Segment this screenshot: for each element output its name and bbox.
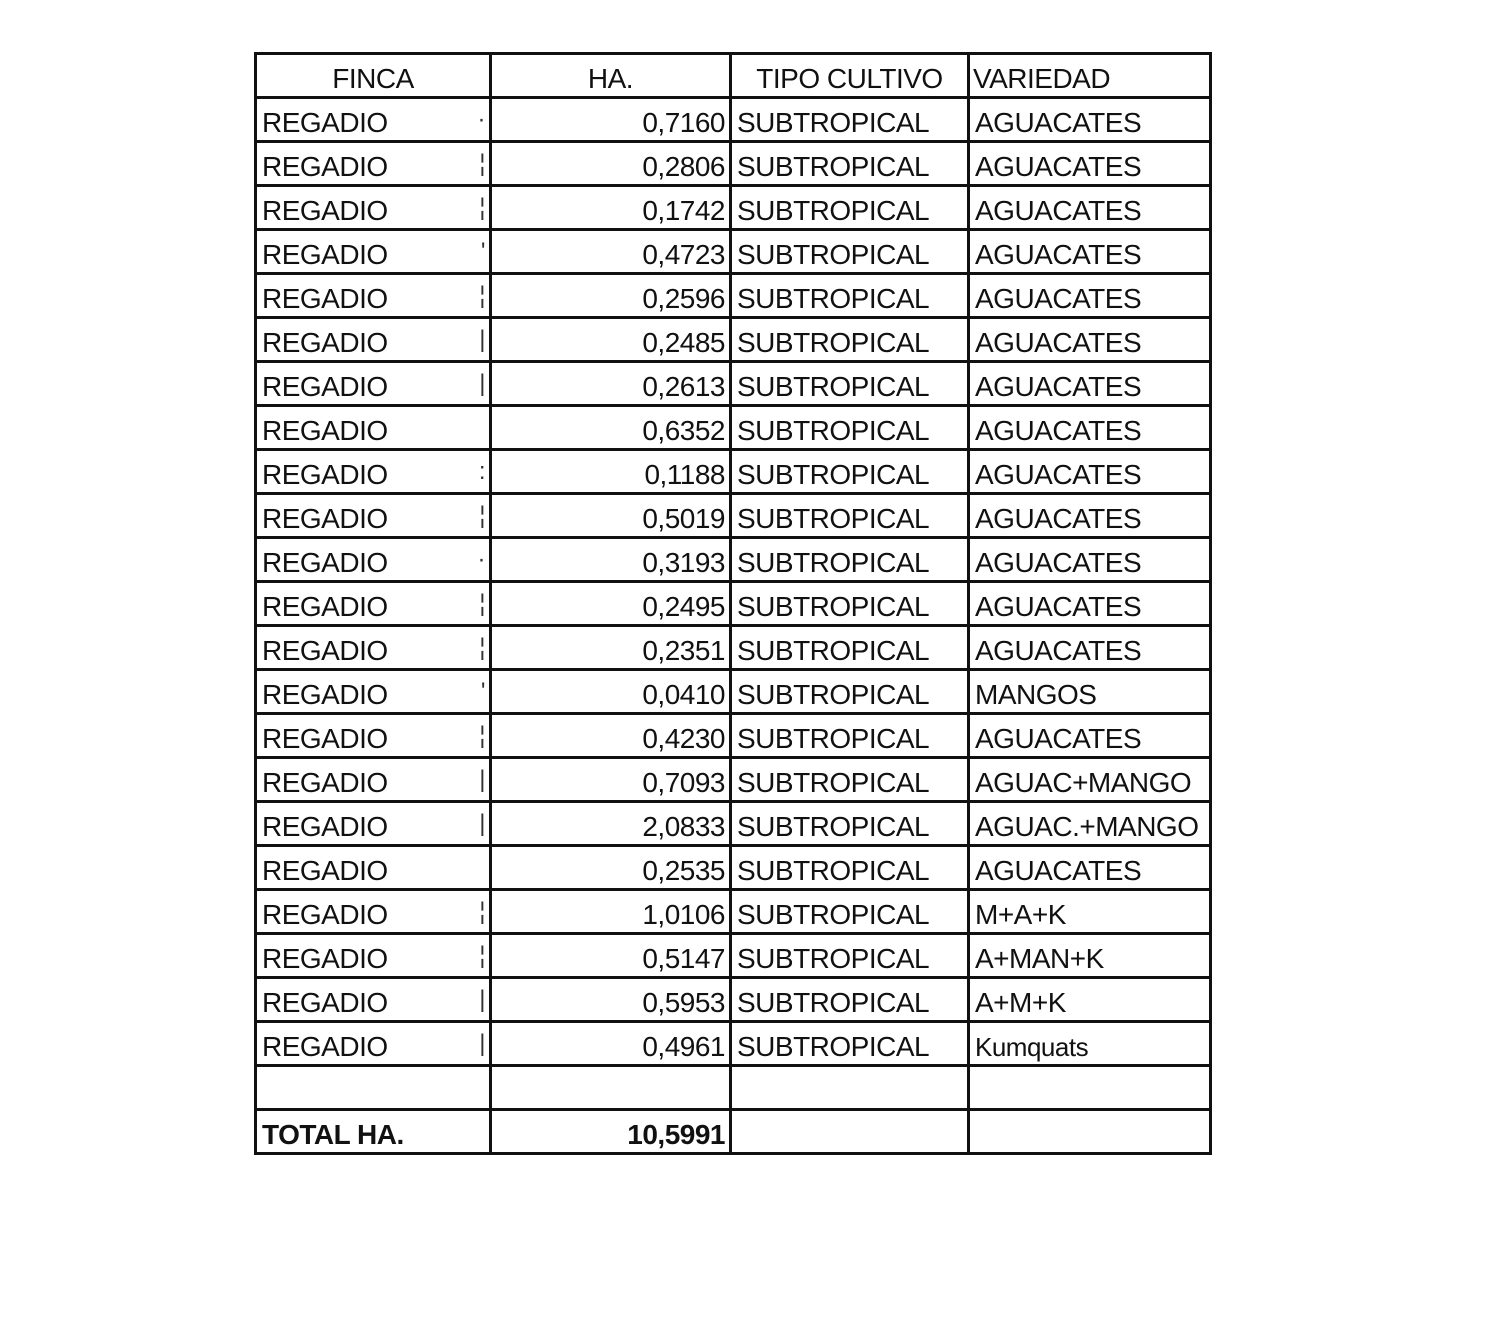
ha-value: 0,0410: [491, 670, 731, 714]
variedad-value: AGUACATES: [969, 450, 1211, 494]
finca-cell: [256, 846, 491, 890]
table-row: [256, 582, 1211, 626]
finca-value: REGADIO: [262, 327, 388, 358]
variedad-value: AGUACATES: [969, 846, 1211, 890]
table-row: [256, 230, 1211, 274]
finca-value: REGADIO: [262, 679, 388, 710]
tipo-cultivo-value: SUBTROPICAL: [731, 362, 969, 406]
header-ha: HA.: [491, 54, 731, 98]
finca-cell: [256, 1022, 491, 1066]
ha-value: 0,2535: [491, 846, 731, 890]
total-row: [256, 1110, 1211, 1154]
finca-cell: [256, 186, 491, 230]
tipo-cultivo-value: SUBTROPICAL: [731, 714, 969, 758]
variedad-value: AGUACATES: [969, 626, 1211, 670]
finca-cell: [256, 626, 491, 670]
finca-value: REGADIO: [262, 371, 388, 402]
finca-cell: [256, 714, 491, 758]
ha-value: 0,2495: [491, 582, 731, 626]
finca-mark: |: [479, 766, 485, 793]
table-row: [256, 714, 1211, 758]
ha-value: 0,2613: [491, 362, 731, 406]
blank-row: [256, 1066, 1211, 1110]
table-row: [256, 406, 1211, 450]
ha-value: 0,4723: [491, 230, 731, 274]
tipo-cultivo-value: SUBTROPICAL: [731, 670, 969, 714]
finca-mark: |: [479, 810, 485, 837]
variedad-value: A+MAN+K: [969, 934, 1211, 978]
tipo-cultivo-value: SUBTROPICAL: [731, 758, 969, 802]
variedad-value: AGUACATES: [969, 318, 1211, 362]
variedad-value: AGUAC.+MANGO: [969, 802, 1211, 846]
table-row: [256, 450, 1211, 494]
table-row: [256, 978, 1211, 1022]
tipo-cultivo-value: SUBTROPICAL: [731, 318, 969, 362]
ha-value: 0,1188: [491, 450, 731, 494]
variedad-value: AGUAC+MANGO: [969, 758, 1211, 802]
ha-value: 0,2351: [491, 626, 731, 670]
tipo-cultivo-value: SUBTROPICAL: [731, 406, 969, 450]
table-row: [256, 538, 1211, 582]
finca-mark: |: [479, 1030, 485, 1057]
table-row: [256, 494, 1211, 538]
table-row: [256, 274, 1211, 318]
crop-table: [254, 52, 1212, 1155]
tipo-cultivo-value: SUBTROPICAL: [731, 230, 969, 274]
ha-value: 0,6352: [491, 406, 731, 450]
table-cell: [256, 1066, 491, 1110]
table-row: [256, 846, 1211, 890]
finca-value: REGADIO: [262, 811, 388, 842]
finca-value: REGADIO: [262, 283, 388, 314]
finca-value: REGADIO: [262, 899, 388, 930]
tipo-cultivo-value: SUBTROPICAL: [731, 846, 969, 890]
finca-value: REGADIO: [262, 459, 388, 490]
finca-mark: ¦: [479, 194, 485, 221]
tipo-cultivo-value: SUBTROPICAL: [731, 626, 969, 670]
ha-value: 0,5953: [491, 978, 731, 1022]
ha-value: 0,5019: [491, 494, 731, 538]
finca-mark: ': [480, 238, 485, 265]
table-row: [256, 142, 1211, 186]
ha-value: 0,7160: [491, 98, 731, 142]
variedad-value: MANGOS: [969, 670, 1211, 714]
table-cell: [731, 1110, 969, 1154]
tipo-cultivo-value: SUBTROPICAL: [731, 494, 969, 538]
variedad-value: M+A+K: [969, 890, 1211, 934]
finca-mark: |: [479, 326, 485, 353]
table-cell: [969, 1110, 1211, 1154]
table-row: [256, 934, 1211, 978]
finca-mark: ¦: [479, 722, 485, 749]
variedad-value: A+M+K: [969, 978, 1211, 1022]
variedad-value: AGUACATES: [969, 274, 1211, 318]
table-row: [256, 802, 1211, 846]
finca-value: REGADIO: [262, 723, 388, 754]
ha-value: 2,0833: [491, 802, 731, 846]
ha-value: 0,2596: [491, 274, 731, 318]
finca-value: REGADIO: [262, 547, 388, 578]
finca-cell: [256, 978, 491, 1022]
ha-value: 0,4230: [491, 714, 731, 758]
finca-mark: ¦: [479, 898, 485, 925]
finca-value: REGADIO: [262, 503, 388, 534]
tipo-cultivo-value: SUBTROPICAL: [731, 934, 969, 978]
table-row: [256, 1022, 1211, 1066]
variedad-value: AGUACATES: [969, 230, 1211, 274]
variedad-value: AGUACATES: [969, 538, 1211, 582]
variedad-value: AGUACATES: [969, 142, 1211, 186]
finca-cell: [256, 758, 491, 802]
table-cell: [491, 1066, 731, 1110]
finca-cell: [256, 934, 491, 978]
variedad-value: AGUACATES: [969, 582, 1211, 626]
ha-value: 0,5147: [491, 934, 731, 978]
header-finca: FINCA: [256, 54, 491, 98]
finca-cell: [256, 538, 491, 582]
finca-value: REGADIO: [262, 767, 388, 798]
finca-cell: [256, 274, 491, 318]
header-tipo-cultivo: TIPO CULTIVO: [731, 54, 969, 98]
ha-value: 0,2806: [491, 142, 731, 186]
finca-mark: |: [479, 370, 485, 397]
finca-mark: ¦: [479, 590, 485, 617]
header-variedad: VARIEDAD: [969, 54, 1211, 98]
finca-value: REGADIO: [262, 415, 388, 446]
variedad-value: AGUACATES: [969, 494, 1211, 538]
finca-cell: [256, 450, 491, 494]
finca-value: REGADIO: [262, 855, 388, 886]
table-row: [256, 186, 1211, 230]
finca-mark: ¦: [479, 282, 485, 309]
finca-cell: [256, 362, 491, 406]
tipo-cultivo-value: SUBTROPICAL: [731, 98, 969, 142]
total-value: 10,5991: [491, 1110, 731, 1154]
finca-mark: ': [480, 678, 485, 705]
table-row: [256, 318, 1211, 362]
tipo-cultivo-value: SUBTROPICAL: [731, 274, 969, 318]
variedad-value: AGUACATES: [969, 186, 1211, 230]
finca-value: REGADIO: [262, 591, 388, 622]
table-row: [256, 758, 1211, 802]
finca-value: REGADIO: [262, 635, 388, 666]
finca-value: REGADIO: [262, 151, 388, 182]
ha-value: 0,1742: [491, 186, 731, 230]
finca-value: REGADIO: [262, 943, 388, 974]
table-cell: [969, 1066, 1211, 1110]
finca-mark: |: [479, 986, 485, 1013]
finca-mark: ·: [477, 106, 485, 133]
ha-value: 0,2485: [491, 318, 731, 362]
finca-mark: ¦: [479, 634, 485, 661]
finca-cell: [256, 670, 491, 714]
variedad-value: AGUACATES: [969, 406, 1211, 450]
finca-mark: ¦: [479, 150, 485, 177]
table-cell: [731, 1066, 969, 1110]
finca-value: REGADIO: [262, 987, 388, 1018]
finca-cell: [256, 318, 491, 362]
finca-cell: [256, 406, 491, 450]
tipo-cultivo-value: SUBTROPICAL: [731, 1022, 969, 1066]
finca-mark: ¦: [479, 502, 485, 529]
table-row: [256, 362, 1211, 406]
finca-cell: [256, 494, 491, 538]
finca-cell: [256, 582, 491, 626]
tipo-cultivo-value: SUBTROPICAL: [731, 538, 969, 582]
variedad-value: AGUACATES: [969, 362, 1211, 406]
tipo-cultivo-value: SUBTROPICAL: [731, 142, 969, 186]
finca-cell: [256, 230, 491, 274]
variedad-value: AGUACATES: [969, 98, 1211, 142]
ha-value: 0,4961: [491, 1022, 731, 1066]
finca-value: REGADIO: [262, 239, 388, 270]
total-label: TOTAL HA.: [256, 1110, 491, 1154]
finca-mark: :: [478, 458, 485, 485]
tipo-cultivo-value: SUBTROPICAL: [731, 582, 969, 626]
table-row: [256, 626, 1211, 670]
variedad-value: Kumquats: [969, 1022, 1211, 1066]
finca-cell: [256, 98, 491, 142]
finca-cell: [256, 802, 491, 846]
variedad-value: AGUACATES: [969, 714, 1211, 758]
finca-cell: [256, 142, 491, 186]
tipo-cultivo-value: SUBTROPICAL: [731, 890, 969, 934]
finca-value: REGADIO: [262, 107, 388, 138]
tipo-cultivo-value: SUBTROPICAL: [731, 186, 969, 230]
finca-mark: ¦: [479, 942, 485, 969]
table-row: [256, 670, 1211, 714]
ha-value: 0,3193: [491, 538, 731, 582]
ha-value: 1,0106: [491, 890, 731, 934]
finca-value: REGADIO: [262, 195, 388, 226]
finca-cell: [256, 890, 491, 934]
table-row: [256, 98, 1211, 142]
finca-value: REGADIO: [262, 1031, 388, 1062]
header-row: [256, 54, 1211, 98]
tipo-cultivo-value: SUBTROPICAL: [731, 978, 969, 1022]
tipo-cultivo-value: SUBTROPICAL: [731, 450, 969, 494]
ha-value: 0,7093: [491, 758, 731, 802]
finca-mark: ·: [477, 546, 485, 573]
table-row: [256, 890, 1211, 934]
tipo-cultivo-value: SUBTROPICAL: [731, 802, 969, 846]
